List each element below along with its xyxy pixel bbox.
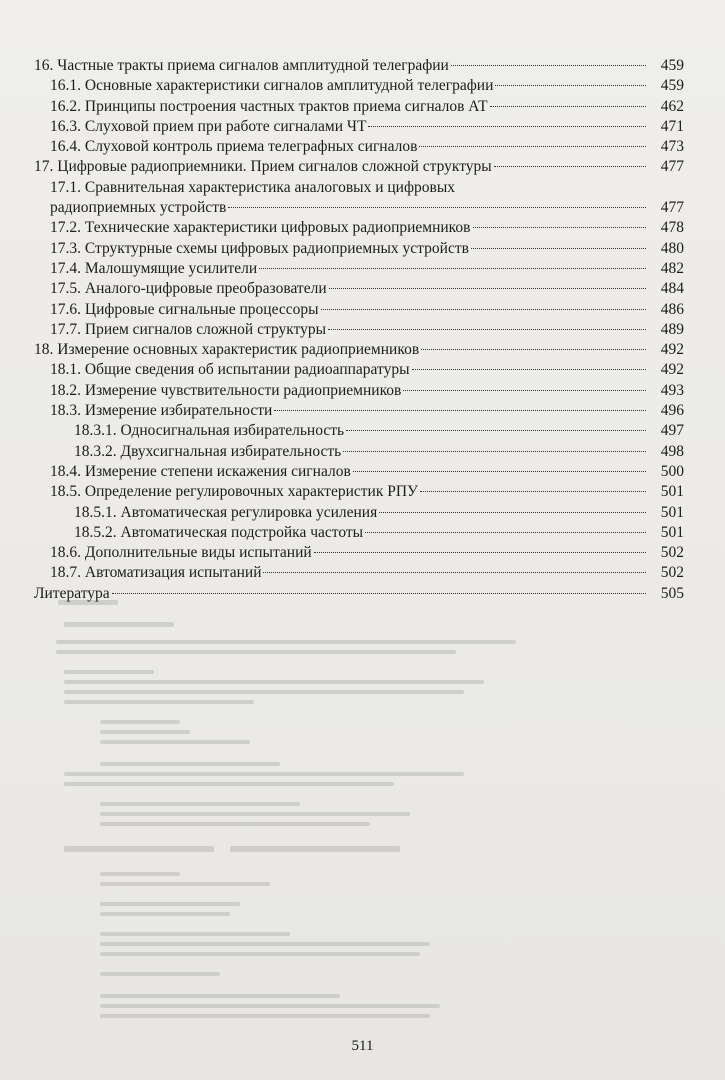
dot-leader xyxy=(321,309,646,310)
toc-entry-page: 502 xyxy=(660,564,684,582)
toc-entry-title: 16. Частные тракты приема сигналов амплитудной телеграфии xyxy=(34,57,449,74)
toc-entry-page: 480 xyxy=(660,239,684,257)
toc-entry-title: 18.3.1. Односигнальная избирательность xyxy=(74,422,345,440)
dot-leader xyxy=(494,166,646,167)
toc-entry-title: 17.6. Цифровые сигнальные процессоры xyxy=(50,300,319,318)
dot-leader xyxy=(473,227,647,228)
toc-entry xyxy=(34,482,684,502)
toc-entry-title: 18.4. Измерение степени искажения сигналов xyxy=(50,462,351,480)
toc-entry-page: 498 xyxy=(660,442,684,460)
toc-entry xyxy=(34,523,684,543)
toc-entry xyxy=(34,279,684,299)
toc-entry xyxy=(34,421,684,441)
toc-entry xyxy=(34,300,684,320)
toc-entry xyxy=(34,381,684,401)
dot-leader xyxy=(471,248,646,249)
toc-entry-title: 16.4. Слуховой контроль приема телеграфных сигналов xyxy=(50,138,418,156)
table-of-contents xyxy=(34,56,684,604)
dot-leader xyxy=(379,512,646,513)
dot-leader xyxy=(451,65,646,66)
dot-leader xyxy=(419,146,646,147)
dot-leader xyxy=(346,430,646,431)
dot-leader xyxy=(353,471,646,472)
dot-leader xyxy=(274,410,646,411)
toc-entry-page: 505 xyxy=(660,584,684,602)
toc-entry xyxy=(34,563,684,583)
toc-entry-page: 478 xyxy=(660,219,684,237)
toc-entry-title: 17.3. Структурные схемы цифровых радиоприемных устройств xyxy=(50,239,469,257)
toc-entry xyxy=(34,178,684,219)
toc-entry xyxy=(34,584,684,604)
toc-entry-title: 16.2. Принципы построения частных трактов приема сигналов АТ xyxy=(50,97,488,115)
toc-entry-page: 492 xyxy=(660,361,684,379)
toc-entry-page: 482 xyxy=(660,259,684,277)
dot-leader xyxy=(403,390,646,391)
toc-entry-title: 18.3.2. Двухсигнальная избирательность xyxy=(74,442,342,460)
toc-entry xyxy=(34,320,684,340)
dot-leader xyxy=(259,268,646,269)
dot-leader xyxy=(329,288,646,289)
toc-entry-title: 17. Цифровые радиоприемники. Прием сигналов сложной структуры xyxy=(34,158,492,176)
toc-entry-page: 473 xyxy=(660,138,684,156)
toc-entry xyxy=(34,157,684,177)
toc-entry-page: 502 xyxy=(660,544,684,562)
toc-entry-title: Литература xyxy=(34,584,110,602)
toc-entry xyxy=(34,503,684,523)
dot-leader xyxy=(412,369,647,370)
toc-entry-page: 462 xyxy=(660,97,684,115)
toc-entry-title: 18. Измерение основных характеристик радиоприемников xyxy=(34,341,420,359)
toc-entry-page: 484 xyxy=(660,280,684,298)
toc-entry-title: 17.2. Технические характеристики цифровых радиоприемников xyxy=(50,219,471,237)
dot-leader xyxy=(490,106,646,107)
toc-entry-page: 471 xyxy=(660,117,684,135)
toc-entry-title: 16.3. Слуховой прием при работе сигналами ЧТ xyxy=(50,117,367,135)
toc-entry xyxy=(34,360,684,380)
toc-entry-page: 501 xyxy=(660,523,684,541)
dot-leader xyxy=(328,329,646,330)
toc-entry-title: 17.5. Аналого-цифровые преобразователи xyxy=(50,280,327,298)
dot-leader xyxy=(495,85,646,86)
toc-entry-title: 18.3. Измерение избирательности xyxy=(50,402,273,420)
toc-entry-title: 18.5.2. Автоматическая подстройка частоты xyxy=(74,523,364,541)
dot-leader xyxy=(365,532,646,533)
dot-leader xyxy=(368,126,646,127)
toc-entry-title-continued: радиоприемных устройств xyxy=(50,199,227,217)
toc-entry-page: 459 xyxy=(660,77,684,95)
toc-entry-title: 18.1. Общие сведения об испытании радиоаппаратуры xyxy=(50,361,410,379)
toc-entry-page: 493 xyxy=(660,381,684,399)
toc-entry-title: 18.6. Дополнительные виды испытаний xyxy=(50,544,312,562)
toc-entry-title: 16.1. Основные характеристики сигналов амплитудной телеграфии xyxy=(50,77,494,95)
toc-entry-page: 489 xyxy=(660,320,684,338)
toc-entry xyxy=(34,442,684,462)
toc-entry-page: 459 xyxy=(660,57,684,74)
toc-entry-page: 496 xyxy=(660,402,684,420)
dot-leader xyxy=(112,593,646,594)
dot-leader xyxy=(421,349,646,350)
toc-entry-title: 18.2. Измерение чувствительности радиоприемников xyxy=(50,381,402,399)
toc-entry xyxy=(34,239,684,259)
toc-entry xyxy=(34,97,684,117)
toc-entry-page: 500 xyxy=(660,462,684,480)
toc-entry xyxy=(34,76,684,96)
toc-entry-page: 501 xyxy=(660,503,684,521)
toc-entry-title: 17.7. Прием сигналов сложной структуры xyxy=(50,320,327,338)
toc-entry xyxy=(34,117,684,137)
dot-leader xyxy=(314,552,646,553)
toc-entry xyxy=(34,259,684,279)
toc-entry-title: 18.5. Определение регулировочных характеристик РПУ xyxy=(50,483,419,501)
page-number: 511 xyxy=(351,1038,374,1054)
toc-entry-page: 477 xyxy=(660,158,684,176)
toc-entry-title: 18.5.1. Автоматическая регулировка усиления xyxy=(74,503,378,521)
dot-leader xyxy=(343,451,646,452)
toc-entry-page: 497 xyxy=(660,422,684,440)
toc-entry-title: 18.7. Автоматизация испытаний xyxy=(50,564,262,582)
toc-entry-page: 492 xyxy=(660,341,684,359)
toc-entry xyxy=(34,340,684,360)
toc-entry xyxy=(34,137,684,157)
toc-entry-title: 17.1. Сравнительная характеристика аналоговых и цифровых xyxy=(50,178,456,196)
dot-leader xyxy=(228,207,646,208)
toc-entry-page: 477 xyxy=(660,199,684,217)
toc-entry xyxy=(34,56,684,76)
toc-entry xyxy=(34,218,684,238)
dot-leader xyxy=(263,572,646,573)
toc-entry xyxy=(34,462,684,482)
dot-leader xyxy=(420,491,646,492)
toc-entry-title: 17.4. Малошумящие усилители xyxy=(50,259,258,277)
toc-entry-page: 501 xyxy=(660,483,684,501)
toc-entry xyxy=(34,543,684,563)
toc-entry-page: 486 xyxy=(660,300,684,318)
toc-entry xyxy=(34,401,684,421)
